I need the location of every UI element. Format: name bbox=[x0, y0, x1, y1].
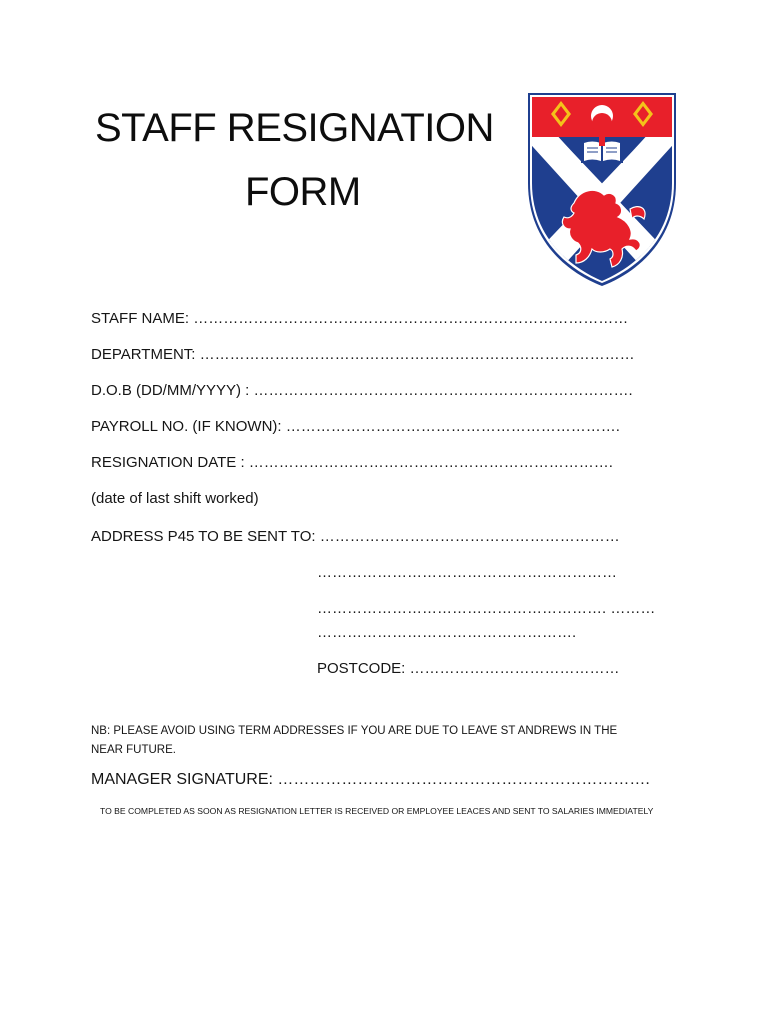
address-line-2[interactable]: …………………………………………………… bbox=[317, 564, 617, 581]
staff-name-field[interactable]: STAFF NAME: …………………………………………………………………………… bbox=[91, 310, 629, 327]
form-title-line-2: FORM bbox=[245, 170, 361, 214]
footer-note: TO BE COMPLETED AS SOON AS RESIGNATION LETTER IS RECEIVED OR EMPLOYEE LEACES AND SENT TO SALARIES IMMEDIATELY bbox=[100, 806, 654, 816]
postcode-field[interactable]: POSTCODE: …………………………………… bbox=[317, 660, 620, 677]
department-field[interactable]: DEPARTMENT: …………………………………………………………………………… bbox=[91, 346, 635, 363]
address-line-3[interactable]: …………………………………………………. ……… bbox=[317, 600, 656, 617]
address-field[interactable]: ADDRESS P45 TO BE SENT TO: …………………………………………………… bbox=[91, 528, 620, 545]
university-crest-icon bbox=[524, 91, 680, 287]
date-note: (date of last shift worked) bbox=[91, 490, 259, 507]
resignation-date-field[interactable]: RESIGNATION DATE : ………………………………………………………………. bbox=[91, 454, 613, 471]
nb-note: NB: PLEASE AVOID USING TERM ADDRESSES IF YOU ARE DUE TO LEAVE ST ANDREWS IN THE NEAR FUTURE. bbox=[91, 725, 618, 756]
address-line-4[interactable]: ……………………………………………. bbox=[317, 624, 577, 641]
dob-field[interactable]: D.O.B (DD/MM/YYYY) : …………………………………………………………………. bbox=[91, 382, 633, 399]
payroll-field[interactable]: PAYROLL NO. (IF KNOWN): …………………………………………………………. bbox=[91, 418, 620, 435]
form-title-line-1: STAFF RESIGNATION bbox=[95, 106, 494, 150]
form-title bbox=[95, 98, 515, 222]
manager-signature-field[interactable]: MANAGER SIGNATURE: ……………………………………………………………. bbox=[91, 771, 650, 788]
crest-book bbox=[581, 136, 623, 163]
